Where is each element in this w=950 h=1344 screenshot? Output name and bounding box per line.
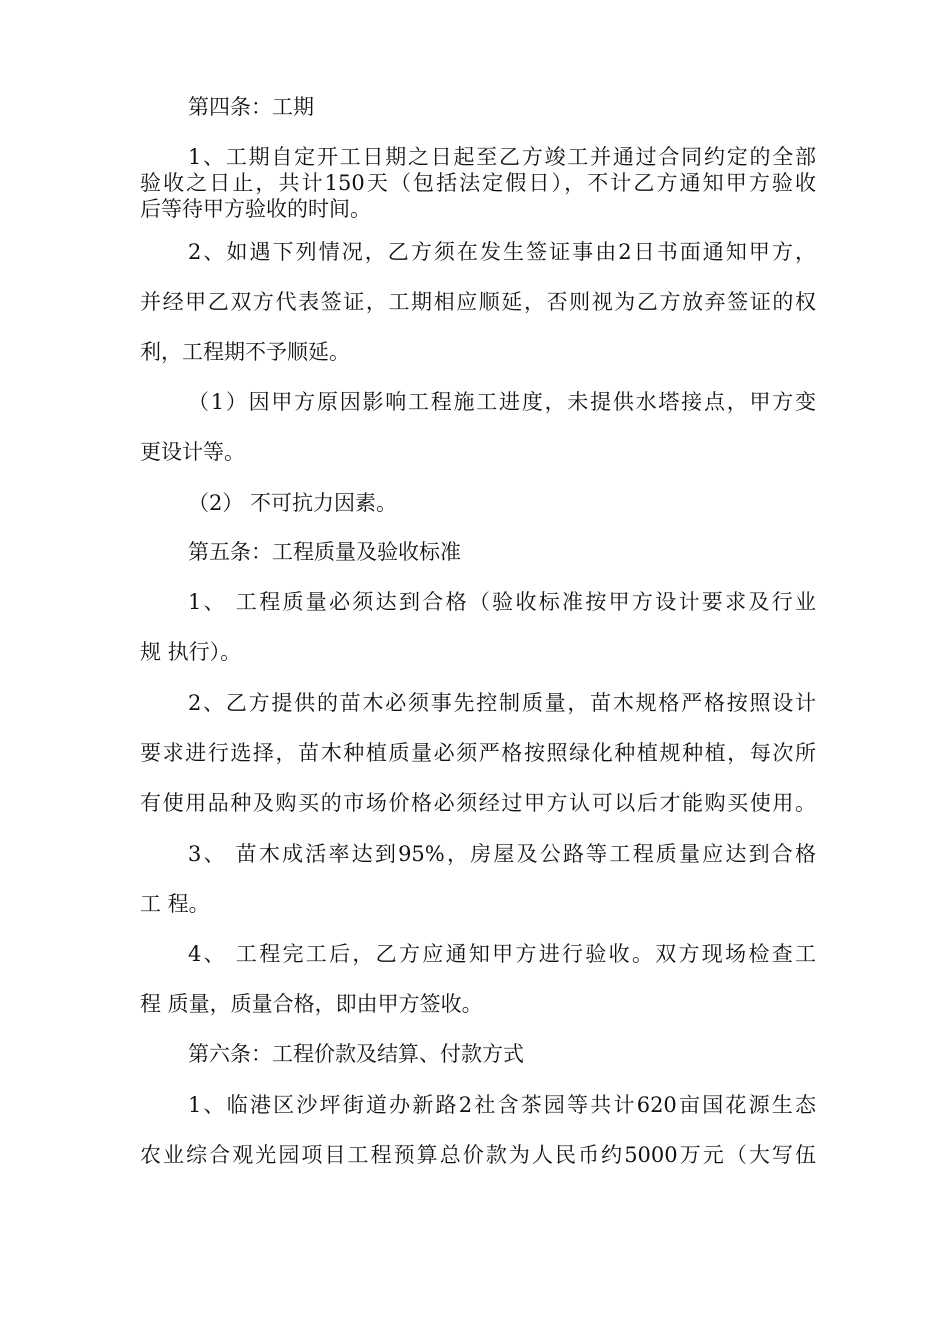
paragraph-line: 并经甲乙双方代表签证，工期相应顺延，否则视为乙方放弃签证的权 (140, 290, 816, 314)
paragraph-line: 更设计等。 (140, 440, 245, 464)
article-6-heading: 第六条：工程价款及结算、付款方式 (188, 1042, 524, 1066)
article-5-heading: 第五条：工程质量及验收标准 (188, 540, 461, 564)
paragraph-line: 农业综合观光园项目工程预算总价款为人民币约5000万元（大写伍 (140, 1143, 816, 1167)
paragraph-line: 1、 工程质量必须达到合格（验收标准按甲方设计要求及行业 (188, 590, 816, 614)
paragraph-line: 工 程。 (140, 892, 210, 916)
paragraph-line: 3、 苗木成活率达到95%，房屋及公路等工程质量应达到合格 (188, 842, 816, 866)
paragraph-line: 4、 工程完工后，乙方应通知甲方进行验收。双方现场检查工 (188, 942, 816, 966)
paragraph-line: 1、工期自定开工日期之日起至乙方竣工并通过合同约定的全部 (188, 145, 816, 169)
paragraph-line: 规 执行）。 (140, 640, 242, 664)
paragraph-line: 后等待甲方验收的时间。 (140, 197, 371, 221)
paragraph-line: 要求进行选择，苗木种植质量必须严格按照绿化种植规种植，每次所 (140, 741, 816, 765)
paragraph-line: 2、如遇下列情况，乙方须在发生签证事由2日书面通知甲方， (188, 240, 816, 264)
paragraph-line: 程 质量，质量合格，即由甲方签收。 (140, 992, 483, 1016)
article-4-heading: 第四条：工期 (188, 95, 314, 119)
paragraph-line: （1）因甲方原因影响工程施工进度，未提供水塔接点，甲方变 (188, 390, 816, 414)
paragraph-line: 有使用品种及购买的市场价格必须经过甲方认可以后才能购买使用。 (140, 791, 816, 815)
paragraph-line: 1、临港区沙坪街道办新路2社含茶园等共计620亩国花源生态 (188, 1093, 816, 1117)
paragraph-line: 利，工程期不予顺延。 (140, 340, 350, 364)
paragraph-line: 验收之日止，共计150天（包括法定假日），不计乙方通知甲方验收 (140, 171, 816, 195)
paragraph-line: 2、乙方提供的苗木必须事先控制质量，苗木规格严格按照设计 (188, 691, 816, 715)
paragraph-line: （2） 不可抗力因素。 (188, 491, 398, 515)
